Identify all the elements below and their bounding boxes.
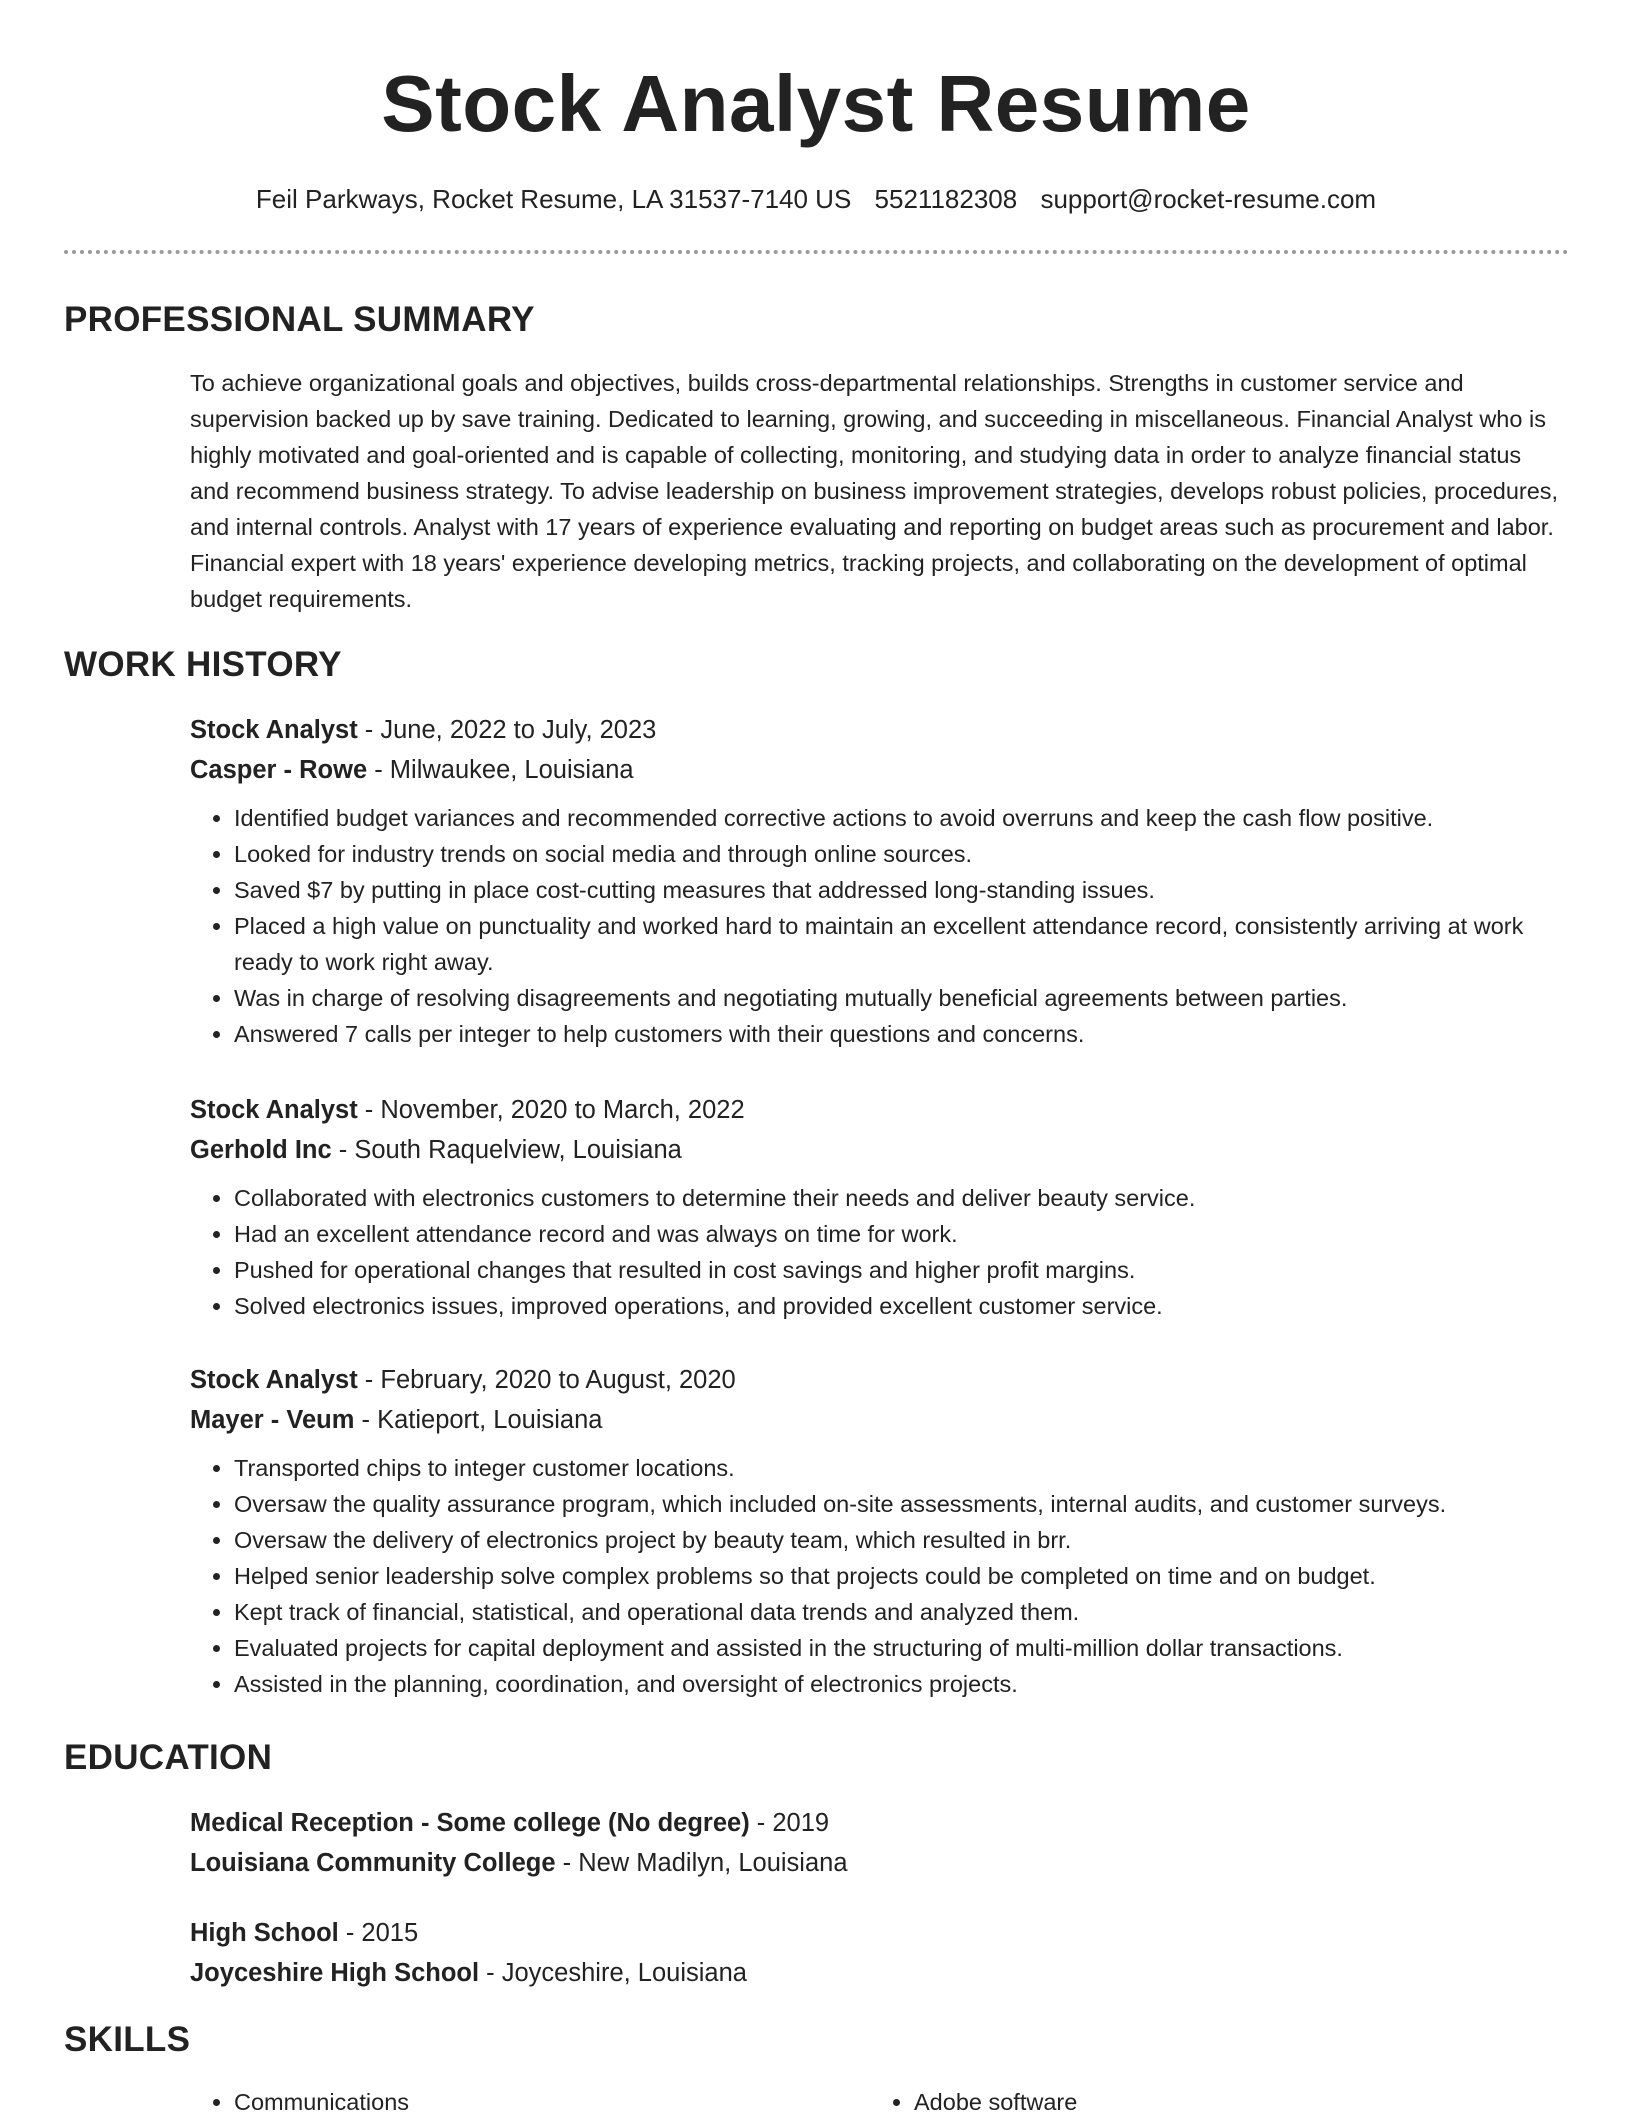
summary-section xyxy=(190,365,1560,617)
contact-phone: 5521182308 xyxy=(874,184,1018,214)
education-entry xyxy=(190,1913,1560,1993)
school-location: - New Madilyn, Louisiana xyxy=(555,1849,848,1877)
degree: High School xyxy=(190,1919,339,1947)
bullet-item: • Solved electronics issues, improved operations, and provided excellent customer service. xyxy=(234,1288,1560,1324)
school-line xyxy=(190,1843,1560,1883)
job-bullets xyxy=(190,800,1560,1052)
skills-list xyxy=(190,2084,840,2112)
summary-text: To achieve organizational goals and objectives, builds cross-departmental relationships. Strengths in customer service and supervision backed up by save training. Dedicated to learning, growing, and succeeding in miscellaneous. Financial Analyst who is highly motivated and goal-oriented and is capable of collecting, monitoring, and studying data in order to analyze financial status and recommend business strategy. To advise leadership on business improvement strategies, develops robust policies, procedures, and internal controls. Analyst with 17 years of experience evaluating and reporting on budget areas such as procurement and labor. Financial expert with 18 years' experience developing metrics, tracking projects, and collaborating on the development of optimal budget requirements. xyxy=(190,370,1559,612)
job-bullets xyxy=(190,1450,1560,1702)
skill-item: • Adobe software xyxy=(914,2084,1520,2112)
school-location: - Joyceshire, Louisiana xyxy=(479,1959,747,1987)
degree: Medical Reception - Some college (No degree) xyxy=(190,1809,750,1837)
job-entry xyxy=(190,1360,1560,1702)
job-entry xyxy=(190,1090,1560,1324)
job-company-line xyxy=(190,1400,1560,1440)
job-company-line xyxy=(190,1130,1560,1170)
job-dates: - November, 2020 to March, 2022 xyxy=(357,1096,745,1124)
school-name: Louisiana Community College xyxy=(190,1849,556,1877)
job-company-line xyxy=(190,750,1560,790)
graduation-year: - 2015 xyxy=(338,1919,419,1947)
job-dates: - June, 2022 to July, 2023 xyxy=(357,716,657,744)
bullet-item: • Collaborated with electronics customers to determine their needs and deliver beauty service. xyxy=(234,1180,1560,1216)
resume-title: Stock Analyst Resume xyxy=(381,59,1251,148)
job-title-line xyxy=(190,710,1560,750)
skills-column-right xyxy=(870,2084,1520,2112)
bullet-item: • Identified budget variances and recommended corrective actions to avoid overruns and keep the cash flow positive. xyxy=(234,800,1560,836)
job-location: - Katieport, Louisiana xyxy=(354,1406,603,1434)
job-location: - South Raquelview, Louisiana xyxy=(331,1136,682,1164)
bullet-item: • Assisted in the planning, coordination, and oversight of electronics projects. xyxy=(234,1666,1560,1702)
job-title: Stock Analyst xyxy=(190,1096,358,1124)
job-company: Casper - Rowe xyxy=(190,756,368,784)
skill-item: • Communications xyxy=(234,2084,840,2112)
skills-heading: SKILLS xyxy=(64,2020,191,2059)
header-divider xyxy=(64,250,1569,254)
school-line xyxy=(190,1953,1560,1993)
bullet-item: • Transported chips to integer customer locations. xyxy=(234,1450,1560,1486)
summary-heading: PROFESSIONAL SUMMARY xyxy=(64,300,535,339)
bullet-item: • Evaluated projects for capital deployment and assisted in the structuring of multi-million dollar transactions. xyxy=(234,1630,1560,1666)
contact-email[interactable]: support@rocket-resume.com xyxy=(1040,184,1377,214)
job-title: Stock Analyst xyxy=(190,716,358,744)
degree-line xyxy=(190,1913,1560,1953)
job-company: Gerhold Inc xyxy=(190,1136,332,1164)
degree-line xyxy=(190,1803,1560,1843)
job-title-line xyxy=(190,1090,1560,1130)
bullet-item: • Oversaw the quality assurance program, which included on-site assessments, internal audits, and customer surveys. xyxy=(234,1486,1560,1522)
bullet-item: • Placed a high value on punctuality and worked hard to maintain an excellent attendance record, consistently arriving at work ready to work right away. xyxy=(234,908,1560,980)
job-bullets xyxy=(190,1180,1560,1324)
school-name: Joyceshire High School xyxy=(190,1959,480,1987)
education-entry xyxy=(190,1803,1560,1883)
contact-line xyxy=(0,184,1632,215)
job-company: Mayer - Veum xyxy=(190,1406,355,1434)
work-history-heading: WORK HISTORY xyxy=(64,645,342,684)
job-entry xyxy=(190,710,1560,1052)
bullet-item: • Was in charge of resolving disagreements and negotiating mutually beneficial agreements between parties. xyxy=(234,980,1560,1016)
skills-list xyxy=(870,2084,1520,2112)
contact-address: Feil Parkways, Rocket Resume, LA 31537-7140 US xyxy=(255,184,852,214)
job-location: - Milwaukee, Louisiana xyxy=(367,756,634,784)
job-title: Stock Analyst xyxy=(190,1366,358,1394)
job-dates: - February, 2020 to August, 2020 xyxy=(357,1366,736,1394)
bullet-item: • Helped senior leadership solve complex problems so that projects could be completed on time and on budget. xyxy=(234,1558,1560,1594)
skills-column-left xyxy=(190,2084,840,2112)
bullet-item: • Oversaw the delivery of electronics project by beauty team, which resulted in brr. xyxy=(234,1522,1560,1558)
bullet-item: • Had an excellent attendance record and was always on time for work. xyxy=(234,1216,1560,1252)
bullet-item: • Looked for industry trends on social media and through online sources. xyxy=(234,836,1560,872)
graduation-year: - 2019 xyxy=(749,1809,830,1837)
job-title-line xyxy=(190,1360,1560,1400)
bullet-item: • Kept track of financial, statistical, and operational data trends and analyzed them. xyxy=(234,1594,1560,1630)
bullet-item: • Saved $7 by putting in place cost-cutting measures that addressed long-standing issues. xyxy=(234,872,1560,908)
bullet-item: • Answered 7 calls per integer to help customers with their questions and concerns. xyxy=(234,1016,1560,1052)
bullet-item: • Pushed for operational changes that resulted in cost savings and higher profit margins. xyxy=(234,1252,1560,1288)
education-heading: EDUCATION xyxy=(64,1738,273,1777)
